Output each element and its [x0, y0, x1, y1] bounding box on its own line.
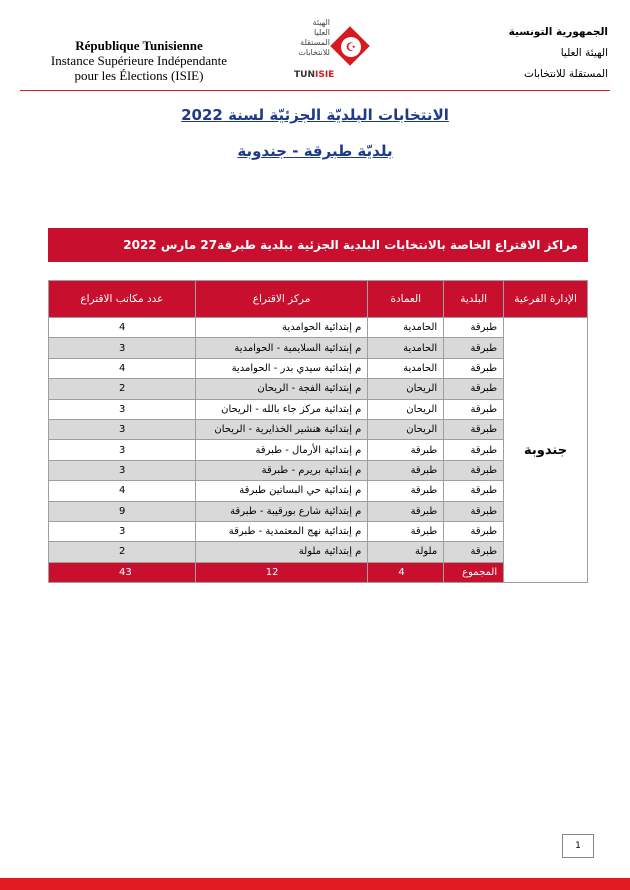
offices-cell: 3 — [49, 419, 196, 439]
footer-bar — [0, 878, 630, 890]
offices-cell: 3 — [49, 440, 196, 460]
imada-cell: الحامدية — [368, 338, 444, 358]
offices-cell: 4 — [49, 318, 196, 338]
table-row — [49, 318, 588, 338]
center-cell: م إبتدائية الحوامدية — [195, 318, 368, 338]
center-cell: م إبتدائية الأرمال - طبرقة — [195, 440, 368, 460]
crescent-star-icon: ☪ — [341, 37, 361, 57]
table-header-row — [49, 281, 588, 318]
municipality-cell: طبرقة — [444, 318, 504, 338]
center-cell: م إبتدائية نهج المعتمدية - طبرقة — [195, 521, 368, 541]
imada-cell: ملولة — [368, 542, 444, 562]
offices-cell: 3 — [49, 521, 196, 541]
total-imada: 4 — [368, 562, 444, 582]
offices-cell: 3 — [49, 460, 196, 480]
imada-cell: طبرقة — [368, 440, 444, 460]
offices-cell: 3 — [49, 338, 196, 358]
center-cell: م إبتدائية شارع بورقيبة - طبرقة — [195, 501, 368, 521]
imada-cell: الحامدية — [368, 358, 444, 378]
header-imada: العمادة — [368, 281, 444, 318]
municipality-cell: طبرقة — [444, 542, 504, 562]
offices-cell: 2 — [49, 379, 196, 399]
offices-cell: 3 — [49, 399, 196, 419]
page-title: الانتخابات البلديّة الجزئيّة لسنة 2022 — [181, 106, 449, 124]
total-offices: 43 — [49, 562, 196, 582]
center-cell: م إبتدائية هنشير الخذايرية - الريحان — [195, 419, 368, 439]
imada-cell: الحامدية — [368, 318, 444, 338]
center-cell: م إبتدائية الفجة - الريحان — [195, 379, 368, 399]
center-cell: م إبتدائية سيدي بدر - الحوامدية — [195, 358, 368, 378]
header-left-line-3: pour les Élections (ISIE) — [74, 68, 204, 83]
page-number: 1 — [562, 834, 594, 858]
municipality-cell: طبرقة — [444, 338, 504, 358]
municipality-cell: طبرقة — [444, 419, 504, 439]
offices-cell: 2 — [49, 542, 196, 562]
total-label: المجموع — [444, 562, 504, 582]
isie-logo — [288, 14, 374, 84]
municipality-cell: طبرقة — [444, 399, 504, 419]
center-cell: م إبتدائية مركز جاء بالله - الريحان — [195, 399, 368, 419]
imada-cell: طبرقة — [368, 521, 444, 541]
region-cell: جندوبة — [504, 318, 588, 583]
header-left-line-1: République Tunisienne — [75, 38, 203, 53]
offices-cell: 9 — [49, 501, 196, 521]
imada-cell: الريحان — [368, 399, 444, 419]
polling-centers-table — [48, 280, 588, 583]
header-right-line-3: المستقلة للانتخابات — [523, 68, 608, 80]
imada-cell: الريحان — [368, 379, 444, 399]
header-left-line-2: Instance Supérieure Indépendante — [50, 53, 228, 68]
header-municipality: البلدية — [444, 281, 504, 318]
imada-cell: طبرقة — [368, 481, 444, 501]
municipality-cell: طبرقة — [444, 379, 504, 399]
imada-cell: طبرقة — [368, 460, 444, 480]
table-banner: مراكز الاقتراع الخاصة بالانتخابات البلدية الجزئية ببلدية طبرقة27 مارس 2022 — [48, 228, 588, 262]
center-cell: م إبتدائية حي البساتين طبرقة — [195, 481, 368, 501]
municipality-cell: طبرقة — [444, 521, 504, 541]
offices-cell: 4 — [49, 358, 196, 378]
municipality-cell: طبرقة — [444, 501, 504, 521]
logo-acronym: TUNISIE — [294, 70, 335, 80]
logo-arabic-text: الهيئة العليا المستقلة للانتخابات — [298, 18, 330, 57]
offices-cell: 4 — [49, 481, 196, 501]
header-divider — [20, 90, 610, 91]
municipality-cell: طبرقة — [444, 460, 504, 480]
header-center: مركز الاقتراع — [195, 281, 368, 318]
total-centers: 12 — [195, 562, 368, 582]
municipality-cell: طبرقة — [444, 481, 504, 501]
imada-cell: طبرقة — [368, 501, 444, 521]
imada-cell: الريحان — [368, 419, 444, 439]
header-right-block — [488, 22, 608, 85]
municipality-cell: طبرقة — [444, 440, 504, 460]
header-offices: عدد مكاتب الاقتراع — [49, 281, 196, 318]
page-subtitle: بلديّة طبرقة - جندوبة — [237, 142, 393, 160]
municipality-cell: طبرقة — [444, 358, 504, 378]
header-sub-admin: الإدارة الفرعية — [504, 281, 588, 318]
center-cell: م إبتدائية السلايمية - الحوامدية — [195, 338, 368, 358]
header-right-line-2: الهيئة العليا — [560, 47, 608, 59]
header-left-block — [34, 38, 244, 83]
header-right-line-1: الجمهورية التونسية — [508, 26, 608, 38]
center-cell: م إبتدائية ملولة — [195, 542, 368, 562]
center-cell: م إبتدائية بريرم - طبرقة — [195, 460, 368, 480]
